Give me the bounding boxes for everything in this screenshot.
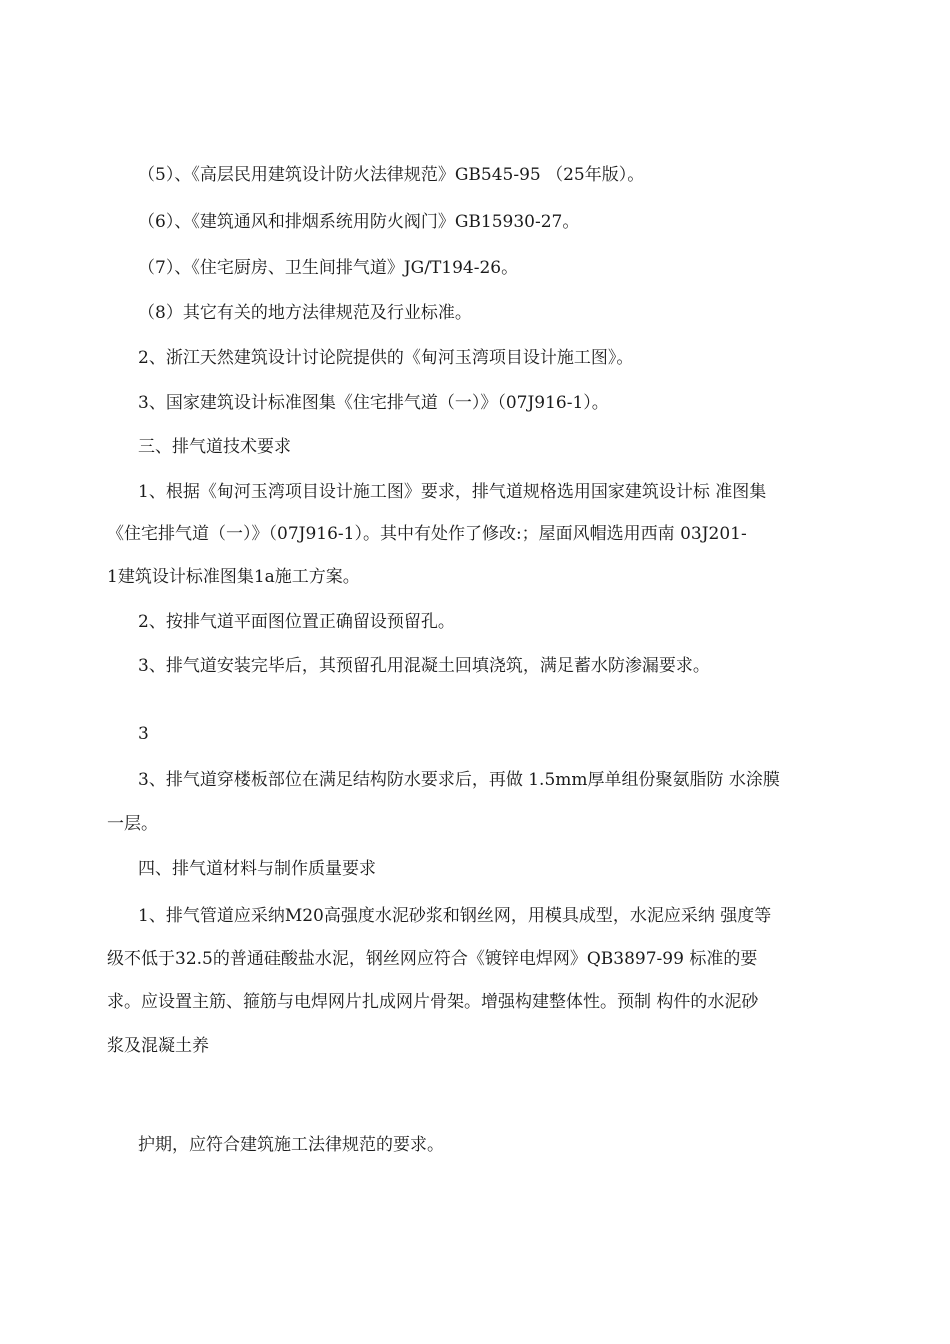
text-line: 护期，应符合建筑施工法律规范的要求。 xyxy=(138,1135,444,1155)
text-line: 3、排气道穿楼板部位在满足结构防水要求后，再做 1.5mm厚单组份聚氨脂防 水涂膜 xyxy=(138,770,780,790)
text-line: 求。应设置主筋、箍筋与电焊网片扎成网片骨架。增强构建整体性。预制 构件的水泥砂 xyxy=(107,992,759,1012)
text-line: 一层。 xyxy=(107,814,158,834)
section-heading: 三、排气道技术要求 xyxy=(138,437,291,457)
text-line: （5）、《高层民用建筑设计防火法律规范》GB545-95 （25年版）。 xyxy=(138,165,645,185)
text-line: （7）、《住宅厨房、卫生间排气道》JG/T194-26。 xyxy=(138,258,519,278)
text-line: 3、排气道安装完毕后，其预留孔用混凝土回填浇筑，满足蓄水防渗漏要求。 xyxy=(138,656,710,676)
text-line: 1、排气管道应采纳M20高强度水泥砂浆和钢丝网，用模具成型，水泥应采纳 强度等 xyxy=(138,906,772,926)
text-line: （6）、《建筑通风和排烟系统用防火阀门》GB15930-27。 xyxy=(138,212,580,232)
text-line: 2、浙江天然建筑设计讨论院提供的《甸河玉湾项目设计施工图》。 xyxy=(138,348,634,368)
text-line: （8）其它有关的地方法律规范及行业标准。 xyxy=(138,303,472,323)
text-line: 浆及混凝土养 xyxy=(107,1036,209,1056)
text-line: 级不低于32.5的普通硅酸盐水泥，钢丝网应符合《镀锌电焊网》QB3897-99 标准的要 xyxy=(107,949,758,969)
text-line: 2、按排气道平面图位置正确留设预留孔。 xyxy=(138,612,455,632)
text-line: 《住宅排气道（一）》（07J916-1）。其中有处作了修改:；屋面风帽选用西南 03J201- xyxy=(107,524,747,544)
page-number: 3 xyxy=(138,724,149,744)
section-heading: 四、排气道材料与制作质量要求 xyxy=(138,859,376,879)
text-line: 3、国家建筑设计标准图集《住宅排气道（一）》（07J916-1）。 xyxy=(138,393,609,413)
text-line: 1、根据《甸河玉湾项目设计施工图》要求，排气道规格选用国家建筑设计标 准图集 xyxy=(138,482,767,502)
text-line: 1建筑设计标准图集1a施工方案。 xyxy=(107,567,360,587)
